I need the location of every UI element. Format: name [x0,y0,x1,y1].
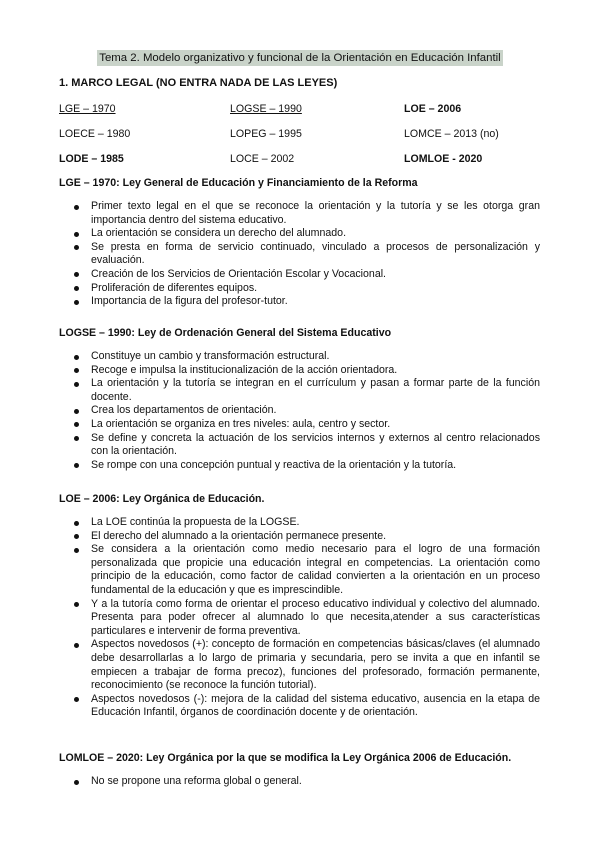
section-heading-loe: LOE – 2006: Ley Orgánica de Educación. [59,493,265,505]
list-item: Recoge e impulsa la institucionalización de la acción orientadora. [74,364,540,378]
law-loce: LOCE – 2002 [230,153,295,165]
laws-table [59,103,539,178]
list-item: Importancia de la figura del profesor-tutor. [74,295,540,309]
laws-row [59,103,539,128]
bullet-list-loe [74,516,540,720]
list-item: No se propone una reforma global o general. [74,775,540,789]
bullet-list-lge [74,200,540,309]
list-item: Se define y concreta la actuación de los servicios internos y externos al centro relacionados con la orientación. [74,432,540,459]
law-lge: LGE – 1970 [59,103,116,115]
list-item: Se presta en forma de servicio continuado, vinculado a procesos de personalización y evaluación. [74,241,540,268]
section-heading-lge: LGE – 1970: Ley General de Educación y Financiamiento de la Reforma [59,177,418,189]
law-lomce: LOMCE – 2013 (no) [404,128,499,140]
law-lode: LODE – 1985 [59,153,124,165]
page-title: Tema 2. Modelo organizativo y funcional de la Orientación en Educación Infantil [99,52,501,64]
list-item: La orientación se considera un derecho del alumnado. [74,227,540,241]
list-item: La LOE continúa la propuesta de la LOGSE. [74,516,540,530]
section-heading-logse: LOGSE – 1990: Ley de Ordenación General del Sistema Educativo [59,327,392,339]
list-item: Creación de los Servicios de Orientación Escolar y Vocacional. [74,268,540,282]
laws-row [59,128,539,153]
section-heading-lomloe: LOMLOE – 2020: Ley Orgánica por la que se modifica la Ley Orgánica 2006 de Educación. [59,752,512,764]
list-item: La orientación y la tutoría se integran en el currículum y pasan a formar parte de la función docente. [74,377,540,404]
list-item: Constituye un cambio y transformación estructural. [74,350,540,364]
bullet-list-lomloe [74,775,540,789]
law-logse: LOGSE – 1990 [230,103,302,115]
bullet-list-logse [74,350,540,472]
list-item: Y a la tutoría como forma de orientar el proceso educativo individual y colectivo del alumnado. Presenta para poder ofrecer al alumnado lo que necesita,atender a sus características particulares e intervenir de forma preventiva. [74,598,540,639]
list-item: La orientación se organiza en tres niveles: aula, centro y sector. [74,418,540,432]
law-loe: LOE – 2006 [404,103,462,115]
title-block [0,50,600,66]
list-item: Crea los departamentos de orientación. [74,404,540,418]
list-item: Aspectos novedosos (-): mejora de la calidad del sistema educativo, ausencia en la etapa de Educación Infantil, órganos de coordinación docente y de orientación. [74,693,540,720]
law-lopeg: LOPEG – 1995 [230,128,302,140]
list-item: El derecho del alumnado a la orientación permanece presente. [74,530,540,544]
list-item: Se considera a la orientación como medio necesario para el logro de una formación personalizada que propicie una educación integral en competencias. La orientación como principio de la educación, como factor de calidad convierten a la orientación en un proceso fundamental de la educación y que es imprescindible. [74,543,540,597]
law-lomloe: LOMLOE - 2020 [404,153,483,165]
list-item: Aspectos novedosos (+): concepto de formación en competencias básicas/claves (el alumnado debe desarrollarlas a lo largo de primaria y secundaria, pero se invita a que en infantil se empiecen a trabajar de forma precoz), funciones del profesorado, formación permanente, reconocimiento (se reconoce la función tutorial). [74,638,540,692]
marco-legal-heading: 1. MARCO LEGAL (NO ENTRA NADA DE LAS LEYES) [59,77,338,89]
list-item: Se rompe con una concepción puntual y reactiva de la orientación y la tutoría. [74,459,540,473]
law-loece: LOECE – 1980 [59,128,131,140]
list-item: Primer texto legal en el que se reconoce la orientación y la tutoría y se les otorga gran importancia dentro del sistema educativo. [74,200,540,227]
list-item: Proliferación de diferentes equipos. [74,282,540,296]
laws-row [59,153,539,178]
